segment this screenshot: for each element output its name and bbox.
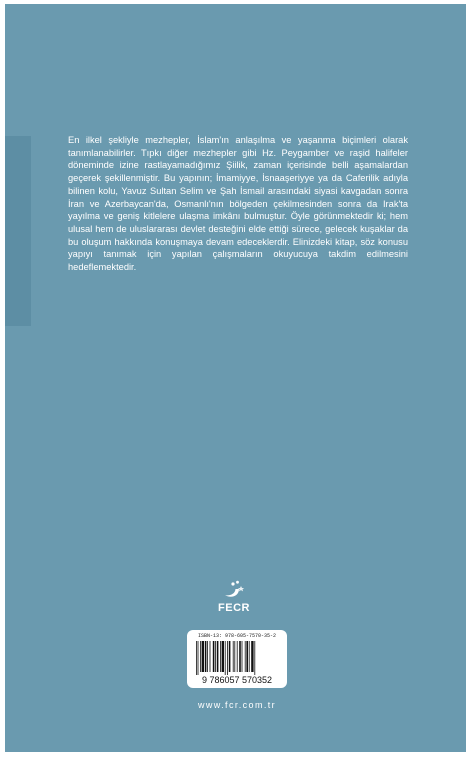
publisher-website: www.fcr.com.tr <box>197 700 277 710</box>
fecr-crescent-logo-icon <box>219 579 249 601</box>
publisher-logo <box>205 579 263 614</box>
isbn-label: ISBN-13: 978-605-7570-35-2 <box>197 633 276 639</box>
cover-blurb: En ilkel şekliyle mezhepler, İslam'ın anlaşılma ve yaşanma biçimleri olarak tanımlanabilirler. Tıpkı diğer mezhepler gibi Hz. Peygamber ve raşid halifeler döneminde izine rastlayamadığımız Şiilik, zaman içerisinde belli aşamalardan geçerek şekillenmiştir. Bu yapının; İmamiyye, İsnaaşeriyye ya da Caferilik adıyla bilinen kolu, Yavuz Sultan Selim ve Şah İsmail arasındaki siyasi kavgadan sonra İran ve Azerbaycan'da, Osmanlı'nın bölgeden çekilmesinden sonra da Irak'ta yayılma ve geniş kitlelere ulaşma imkânı bulmuştur. Öyle görünmektedir ki; hem ulusal hem de uluslararası devlet desteğini elde ettiği sürece, gelecek kuşaklar da bu oluşum hakkında konuşmaya devam edeceklerdir. Elinizdeki kitap, söz konusu yapıyı tanımak için yapılan çalışmaların okuyucuya takdim edilmesini hedeflemektedir. <box>68 135 408 273</box>
barcode-bars <box>195 641 279 675</box>
isbn-barcode-panel <box>187 630 287 688</box>
publisher-name: FECR <box>218 602 250 614</box>
back-cover <box>5 4 466 752</box>
barcode-number: 9 786057 570352 <box>201 675 273 685</box>
cover-side-tab <box>5 136 31 326</box>
